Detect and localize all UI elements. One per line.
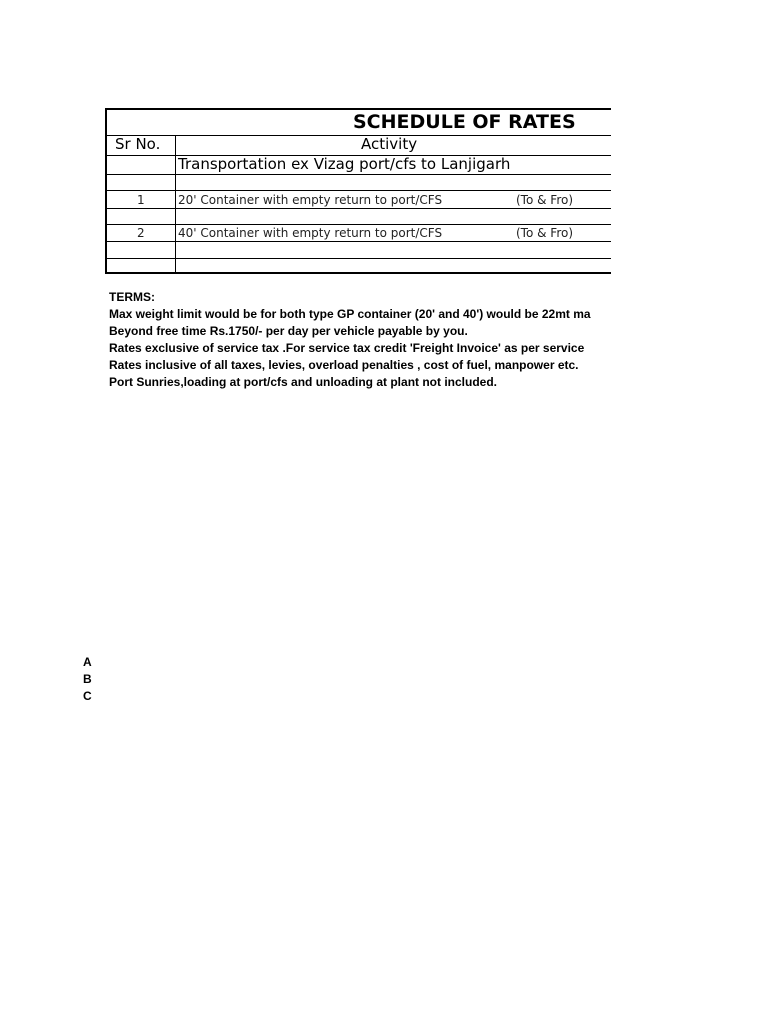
column-divider	[175, 135, 176, 272]
sr-no-cell: 2	[137, 226, 145, 240]
table-row	[107, 209, 611, 225]
route-row	[107, 156, 611, 175]
activity-cell: 40' Container with empty return to port/CFS	[178, 226, 443, 240]
terms-line: Beyond free time Rs.1750/- per day per vehicle payable by you.	[109, 324, 468, 338]
side-label: C	[83, 689, 92, 703]
sr-no-header: Sr No.	[115, 135, 161, 153]
table-row	[107, 259, 611, 274]
terms-line: Rates exclusive of service tax .For service tax credit 'Freight Invoice' as per service	[109, 341, 585, 355]
sr-no-cell: 1	[137, 193, 145, 207]
note-cell: (To & Fro)	[516, 226, 574, 240]
terms-line: Max weight limit would be for both type GP container (20' and 40') would be 22mt ma	[109, 307, 591, 321]
title-row	[107, 110, 611, 136]
side-label: A	[83, 655, 92, 669]
side-label: B	[83, 672, 92, 686]
terms-heading: TERMS:	[109, 290, 155, 304]
side-labels	[83, 654, 92, 705]
rate-table	[105, 108, 611, 274]
page-title: SCHEDULE OF RATES	[353, 111, 576, 133]
activity-header: Activity	[361, 135, 418, 153]
table-row	[107, 242, 611, 259]
table-row	[107, 175, 611, 191]
table-row	[107, 191, 611, 209]
terms-block	[109, 289, 591, 391]
terms-line: Rates inclusive of all taxes, levies, overload penalties , cost of fuel, manpower etc.	[109, 358, 579, 372]
route-label: Transportation ex Vizag port/cfs to Lanjigarh	[178, 155, 511, 173]
note-cell: (To & Fro)	[516, 193, 574, 207]
table-row	[107, 225, 611, 242]
header-row	[107, 136, 611, 156]
terms-line: Port Sunries,loading at port/cfs and unloading at plant not included.	[109, 375, 498, 389]
activity-cell: 20' Container with empty return to port/CFS	[178, 193, 443, 207]
